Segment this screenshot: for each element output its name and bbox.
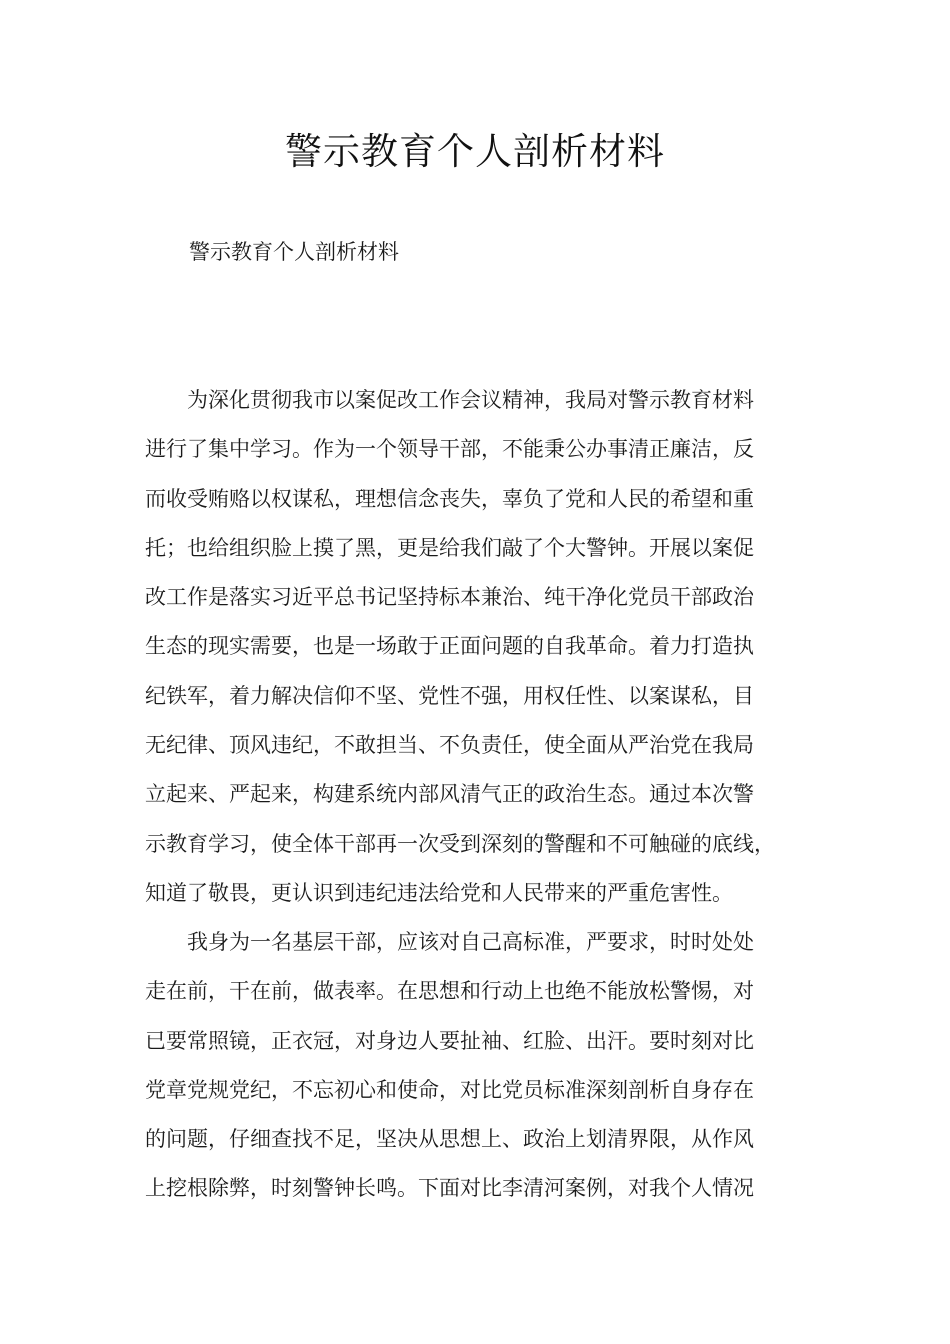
paragraph-line: 而收受贿赂以权谋私，理想信念丧失，辜负了党和人民的希望和重	[145, 486, 754, 511]
paragraph-line: 我身为一名基层干部，应该对自己高标准，严要求，时时处处	[145, 930, 754, 954]
paragraph-line: 无纪律、顶风违纪，不敢担当、不负责任，使全面从严治党在我局	[145, 733, 754, 758]
paragraph-line: 改工作是落实习近平总书记坚持标本兼治、纯干净化党员干部政治	[145, 585, 754, 610]
paragraph-line: 已要常照镜，正衣冠，对身边人要扯袖、红脸、出汗。要时刻对比	[145, 1028, 754, 1053]
paragraph-line: 党章党规党纪，不忘初心和使命，对比党员标准深刻剖析自身存在	[145, 1077, 754, 1102]
body-paragraph-2	[145, 918, 825, 1214]
paragraph-line: 立起来、严起来，构建系统内部风清气正的政治生态。通过本次警	[145, 782, 754, 807]
paragraph-line: 进行了集中学习。作为一个领导干部，不能秉公办事清正廉洁，反	[145, 437, 754, 462]
paragraph-line: 上挖根除弊，时刻警钟长鸣。下面对比李清河案例，对我个人情况	[145, 1176, 754, 1201]
paragraph-line: 托；也给组织脸上摸了黑，更是给我们敲了个大警钟。开展以案促	[145, 535, 754, 560]
paragraph-line: 走在前，干在前，做表率。在思想和行动上也绝不能放松警惕，对	[145, 979, 754, 1004]
document-subtitle: 警示教育个人剖析材料	[189, 240, 399, 264]
paragraph-line: 生态的现实需要，也是一场敢于正面问题的自我革命。着力打造执	[145, 634, 754, 659]
document-title: 警示教育个人剖析材料	[285, 130, 665, 173]
paragraph-line: 示教育学习，使全体干部再一次受到深刻的警醒和不可触碰的底线，	[145, 831, 775, 856]
paragraph-line: 的问题，仔细查找不足，坚决从思想上、政治上划清界限，从作风	[145, 1127, 754, 1152]
paragraph-line: 纪铁军，着力解决信仰不坚、党性不强，用权任性、以案谋私，目	[145, 683, 754, 708]
paragraph-line: 知道了敬畏，更认识到违纪违法给党和人民带来的严重危害性。	[145, 880, 733, 905]
paragraph-line: 为深化贯彻我市以案促改工作会议精神，我局对警示教育材料	[145, 388, 754, 412]
body-paragraph-1	[145, 376, 825, 918]
